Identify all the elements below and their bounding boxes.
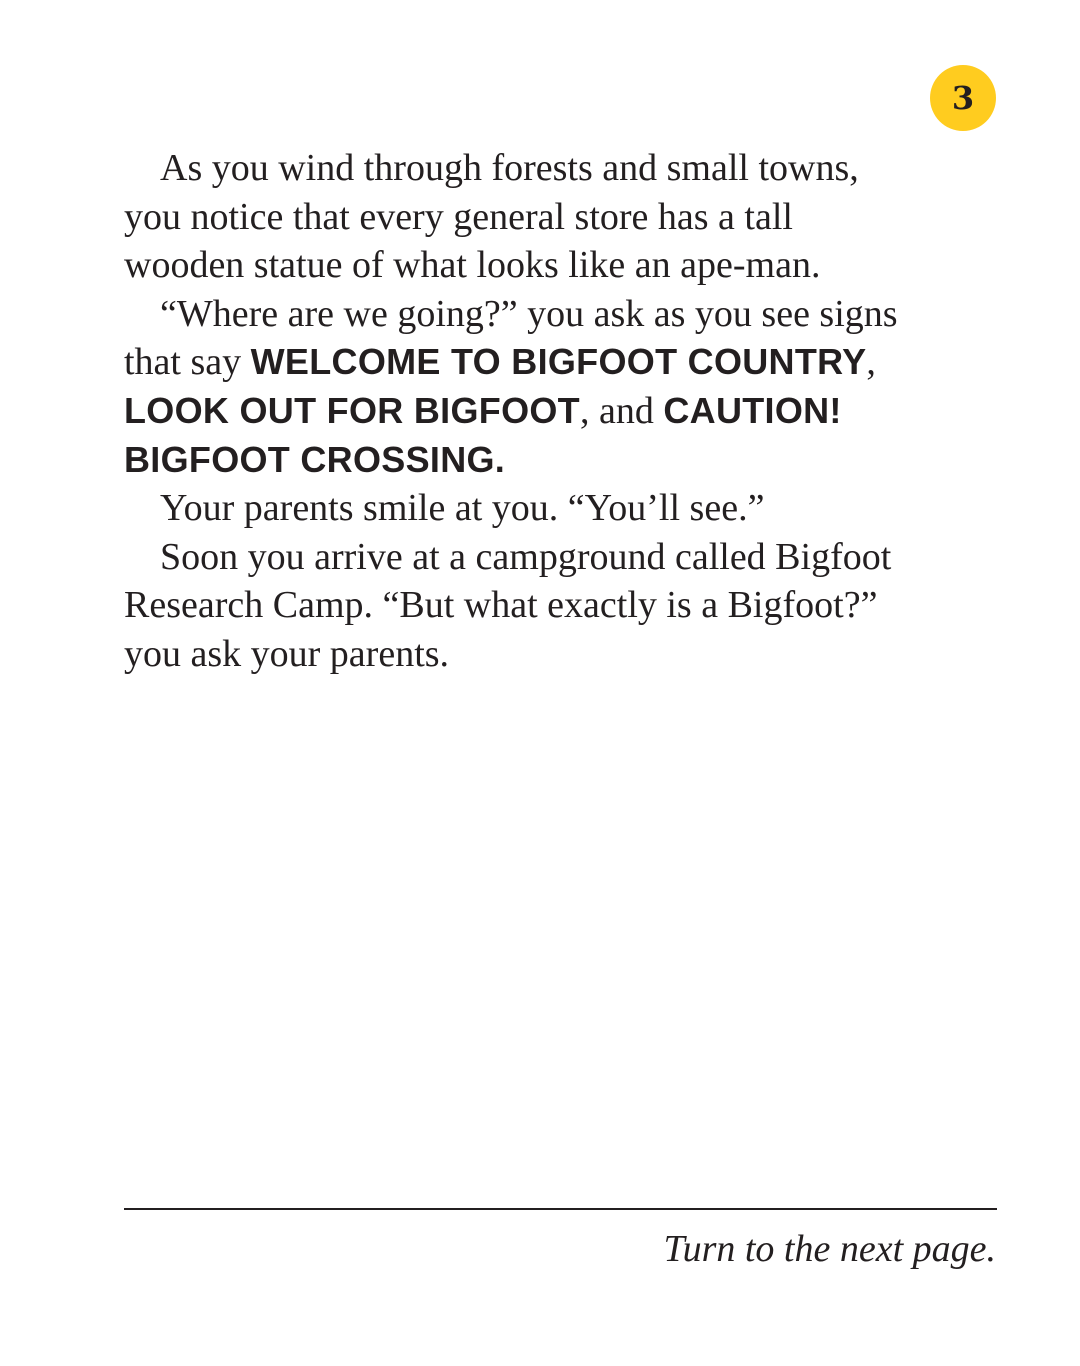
- paragraph-4-line-1: Soon you arrive at a campground called Bigfoot: [160, 535, 892, 578]
- paragraph-3-line-1: Your parents smile at you. “You’ll see.”: [160, 487, 765, 530]
- paragraph-3: [124, 484, 1004, 533]
- paragraph-4: [124, 533, 1004, 679]
- paragraph-4-line-3: you ask your parents.: [124, 632, 450, 675]
- sign-caution: CAUTION!: [663, 389, 842, 431]
- page-number-badge: 3: [930, 65, 996, 131]
- turn-page-note: Turn to the next page.: [663, 1228, 996, 1270]
- story-text: [124, 144, 1004, 679]
- paragraph-2-and: , and: [579, 389, 664, 432]
- paragraph-1-line-3: wooden statue of what looks like an ape-man.: [124, 244, 821, 287]
- paragraph-2-lead: that say: [124, 341, 251, 384]
- paragraph-4-line-2: Research Camp. “But what exactly is a Bigfoot?”: [124, 584, 878, 627]
- paragraph-2: [124, 290, 1004, 484]
- sign-welcome: WELCOME TO BIGFOOT COUNTRY: [250, 341, 867, 383]
- paragraph-2-line-1: “Where are we going?” you ask as you see signs: [160, 292, 898, 335]
- footer-divider: [124, 1208, 997, 1210]
- paragraph-1-line-2: you notice that every general store has a tall: [124, 195, 793, 238]
- paragraph-1: [124, 144, 1004, 290]
- sign-bigfoot-crossing: BIGFOOT CROSSING.: [124, 438, 506, 480]
- sign-look-out: LOOK OUT FOR BIGFOOT: [124, 389, 580, 431]
- paragraph-2-comma: ,: [866, 341, 876, 384]
- paragraph-1-line-1: As you wind through forests and small towns,: [160, 147, 859, 189]
